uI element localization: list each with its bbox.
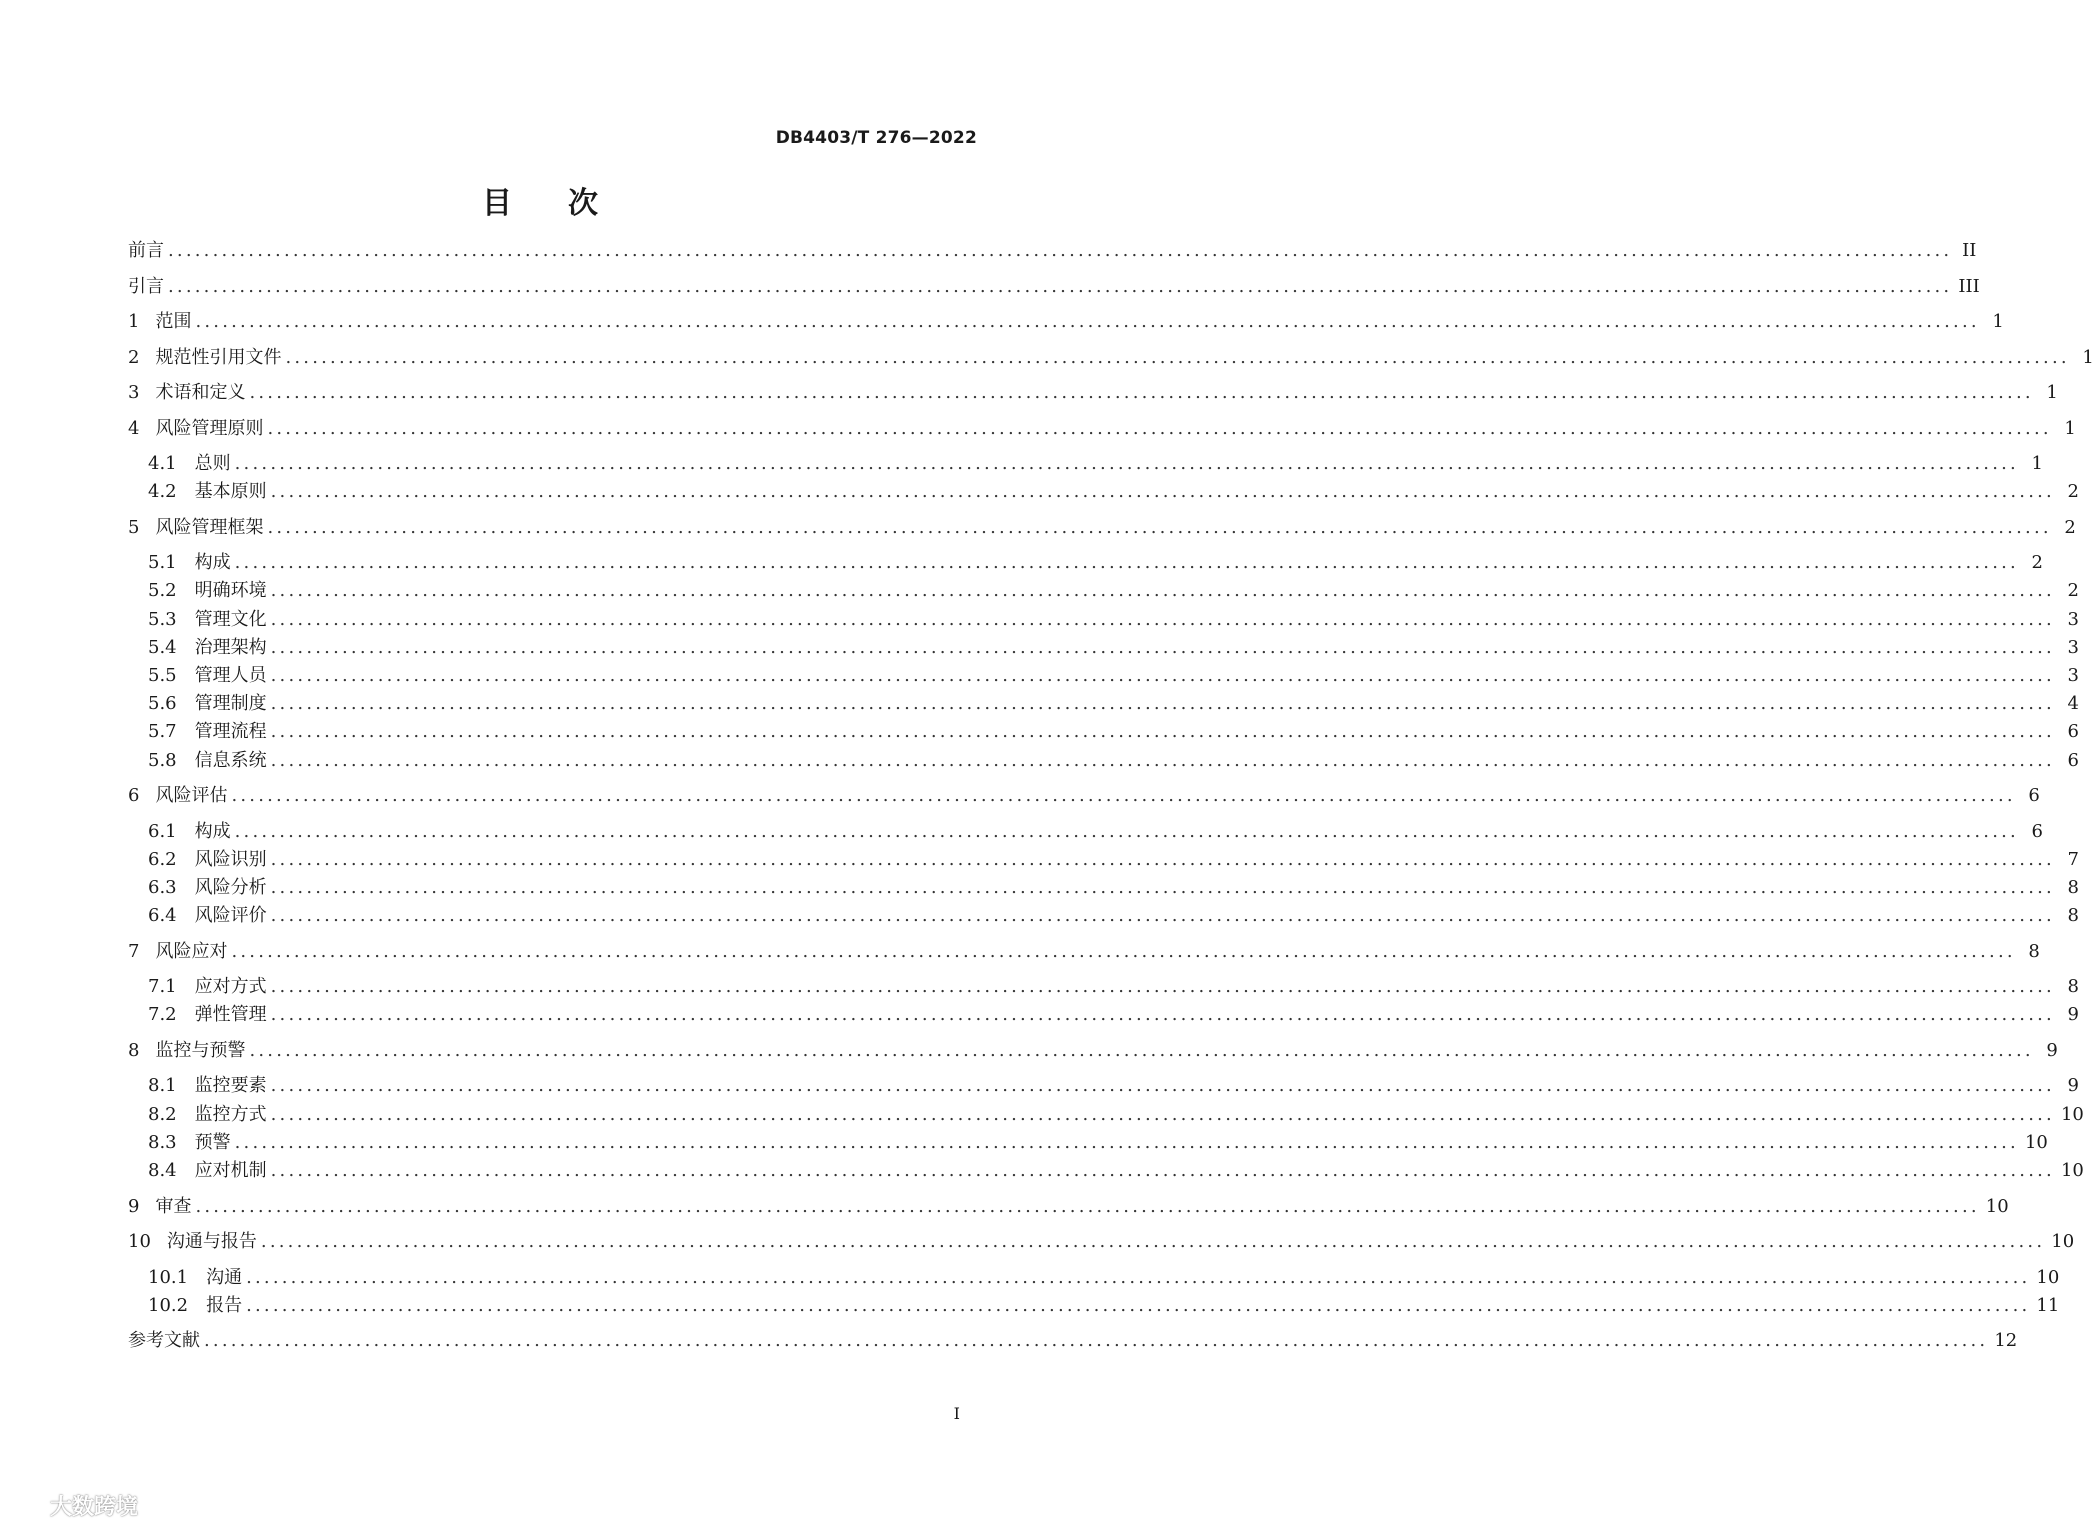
toc-entry-label: 预警 [194,1132,231,1153]
toc-entry[interactable] [148,690,2079,718]
watermark [10,1490,138,1521]
toc-entry-label: 风险管理框架 [155,517,264,538]
toc-leader-dots: ........................................................................................................................................................................................................ [260,1231,2046,1252]
toc-entry[interactable] [148,450,2043,478]
toc-entry-number: 6 [128,785,140,806]
toc-entry[interactable] [128,938,2040,966]
toc-entry[interactable] [128,308,2004,336]
toc-entry[interactable] [148,718,2079,746]
toc-entry[interactable] [148,1072,2079,1100]
toc-entry-number: 5 [128,517,140,538]
toc-entry-label: 明确环境 [194,580,267,601]
toc-entry[interactable] [148,549,2043,577]
toc-entry-number: 4 [128,418,140,439]
toc-entry-number: 1 [128,311,140,332]
toc-entry-label: 监控要素 [194,1075,267,1096]
toc-leader-dots: ........................................................................................................................................................................................................ [270,1004,2055,1025]
toc-entry-number: 9 [128,1196,140,1217]
toc-entry-number: 2 [128,347,140,368]
toc-entry-number: 10 [128,1231,151,1252]
toc-entry[interactable] [148,478,2079,506]
toc-entry-label: 前言 [128,240,164,261]
brand-logo-icon [10,1496,44,1516]
toc-entry[interactable] [148,747,2079,775]
toc-entry-page: 2 [2067,580,2079,601]
toc-entry[interactable] [128,782,2040,810]
toc-entry-page: 2 [2067,481,2079,502]
toc-entry[interactable] [148,1129,2048,1157]
toc-entry-label: 风险管理原则 [155,418,264,439]
toc-leader-dots: ........................................................................................................................................................................................................ [168,276,1953,297]
toc-entry-number: 3 [128,382,140,403]
toc-entry-label: 风险应对 [155,941,228,962]
toc-entry-number: 8.1 [148,1075,177,1096]
toc-leader-dots: ........................................................................................................................................................................................................ [267,418,2052,439]
toc-leader-dots: ........................................................................................................................................................................................................ [270,481,2055,502]
toc-leader-dots: ........................................................................................................................................................................................................ [234,453,2019,474]
toc-entry-page: 7 [2067,849,2079,870]
toc-entry-number: 6.4 [148,905,177,926]
toc-entry-label: 构成 [194,552,231,573]
toc-entry-page: 3 [2067,665,2079,686]
toc-entry[interactable] [148,577,2079,605]
toc-entry-number: 10.1 [148,1267,189,1288]
toc-entry-page: 3 [2067,637,2079,658]
toc-entry-page: 2 [2064,517,2076,538]
toc-entry-number: 5.1 [148,552,177,573]
toc-leader-dots: ........................................................................................................................................................................................................ [246,1267,2031,1288]
standard-code: DB4403/T 276—2022 [775,128,977,148]
toc-entry-label: 治理架构 [194,637,267,658]
toc-entry[interactable] [148,902,2079,930]
toc-entry-page: 10 [2051,1231,2075,1252]
toc-entry[interactable] [128,344,2094,372]
toc-entry-page: 8 [2067,905,2079,926]
toc-entry-page: 10 [1985,1196,2009,1217]
toc-entry-number: 5.2 [148,580,177,601]
toc-leader-dots: ........................................................................................................................................................................................................ [270,637,2055,658]
toc-entry-page: 3 [2067,609,2079,630]
toc-entry-number: 4.1 [148,453,177,474]
toc-entry[interactable] [148,973,2079,1001]
toc-entry[interactable] [148,1292,2060,1320]
toc-leader-dots: ........................................................................................................................................................................................................ [204,1330,1989,1351]
toc-entry-number: 5.8 [148,750,177,771]
toc-entry-page: 1 [1992,311,2004,332]
toc-entry-label: 基本原则 [194,481,267,502]
toc-entry-page: 10 [2024,1132,2048,1153]
toc-entry[interactable] [128,379,2058,407]
watermark-text: 大数跨境 [50,1495,139,1520]
toc-entry-page: 6 [2031,821,2043,842]
toc-entry[interactable] [148,1157,2084,1185]
toc-entry-label: 范围 [155,311,192,332]
toc-entry-page: 6 [2067,721,2079,742]
toc-leader-dots: ........................................................................................................................................................................................................ [270,580,2055,601]
toc-entry-label: 风险识别 [194,849,267,870]
toc-entry-page: II [1962,240,1977,261]
toc-entry-page: 8 [2067,976,2079,997]
toc-entry-number: 6.2 [148,849,177,870]
toc-entry-label: 沟通与报告 [166,1231,257,1252]
toc-entry-page: 10 [2036,1267,2060,1288]
toc-entry[interactable] [128,273,1980,301]
toc-leader-dots: ........................................................................................................................................................................................................ [270,976,2055,997]
toc-entry-label: 管理流程 [194,721,267,742]
toc-entry-label: 弹性管理 [194,1004,267,1025]
toc-entry-number: 5.6 [148,693,177,714]
toc-entry-number: 8.2 [148,1104,177,1125]
toc-entry-page: 10 [2060,1160,2084,1181]
toc-leader-dots: ........................................................................................................................................................................................................ [231,941,2016,962]
toc-entry-number: 8.4 [148,1160,177,1181]
toc-entry-label: 应对机制 [194,1160,267,1181]
toc-entry-label: 报告 [206,1295,243,1316]
toc-entry-number: 6.3 [148,877,177,898]
toc-entry-page: 4 [2067,693,2079,714]
toc-entry-label: 构成 [194,821,231,842]
toc-entry[interactable] [128,1193,2009,1221]
toc-entry[interactable] [128,1327,2018,1355]
toc-entry[interactable] [148,846,2079,874]
toc-entry[interactable] [128,514,2076,542]
toc-leader-dots: ........................................................................................................................................................................................................ [270,877,2055,898]
toc-leader-dots: ........................................................................................................................................................................................................ [246,1295,2031,1316]
toc-entry-page: 2 [2031,552,2043,573]
toc-entry-number: 8.3 [148,1132,177,1153]
toc-entry-page: 1 [2046,382,2058,403]
toc-entry-page: 10 [2060,1104,2084,1125]
toc-leader-dots: ........................................................................................................................................................................................................ [270,693,2055,714]
toc-entry[interactable] [148,1264,2060,1292]
toc-leader-dots: ........................................................................................................................................................................................................ [270,849,2055,870]
toc-entry-label: 沟通 [206,1267,243,1288]
toc-entry-page: 11 [2036,1295,2060,1316]
toc-entry[interactable] [128,415,2076,443]
toc-entry-number: 7.1 [148,976,177,997]
toc-entry-label: 管理制度 [194,693,267,714]
page-number: I [953,1404,960,1423]
toc-leader-dots: ........................................................................................................................................................................................................ [234,552,2019,573]
toc-entry-label: 风险评估 [155,785,228,806]
toc-entry[interactable] [148,1001,2079,1029]
toc-entry-page: 6 [2067,750,2079,771]
toc-entry-page: III [1958,276,1980,297]
toc-entry-number: 7 [128,941,140,962]
toc-leader-dots: ........................................................................................................................................................................................................ [270,665,2055,686]
toc-entry-label: 应对方式 [194,976,267,997]
toc-entry-page: 1 [2064,418,2076,439]
toc-leader-dots: ........................................................................................................................................................................................................ [168,240,1953,261]
toc-entry-page: 8 [2067,877,2079,898]
toc-entry[interactable] [148,634,2079,662]
toc-entry-label: 监控方式 [194,1104,267,1125]
toc-leader-dots: ........................................................................................................................................................................................................ [195,311,1980,332]
toc-entry-page: 1 [2031,453,2043,474]
toc-leader-dots: ........................................................................................................................................................................................................ [270,609,2055,630]
toc-entry-page: 9 [2046,1040,2058,1061]
toc-entry-label: 监控与预警 [155,1040,246,1061]
toc-entry[interactable] [148,874,2079,902]
toc-entry-label: 风险分析 [194,877,267,898]
toc-leader-dots: ........................................................................................................................................................................................................ [270,750,2055,771]
toc-entry[interactable] [128,237,1977,265]
toc-leader-dots: ........................................................................................................................................................................................................ [270,1160,2055,1181]
toc-entry[interactable] [128,1037,2058,1065]
toc-leader-dots: ........................................................................................................................................................................................................ [270,1075,2055,1096]
toc-entry-page: 8 [2028,941,2040,962]
toc-entry-label: 管理人员 [194,665,267,686]
toc-leader-dots: ........................................................................................................................................................................................................ [285,347,2070,368]
toc-title: 目次 [482,186,654,221]
toc-entry-label: 术语和定义 [155,382,246,403]
toc-leader-dots: ........................................................................................................................................................................................................ [270,721,2055,742]
toc-leader-dots: ........................................................................................................................................................................................................ [270,1104,2055,1125]
toc-leader-dots: ........................................................................................................................................................................................................ [249,1040,2034,1061]
toc-entry-number: 5.5 [148,665,177,686]
toc-leader-dots: ........................................................................................................................................................................................................ [249,382,2034,403]
toc-leader-dots: ........................................................................................................................................................................................................ [234,821,2019,842]
toc-entry-number: 8 [128,1040,140,1061]
toc-leader-dots: ........................................................................................................................................................................................................ [195,1196,1980,1217]
toc-entry-number: 5.3 [148,609,177,630]
toc-entry-number: 4.2 [148,481,177,502]
toc-entry-page: 9 [2067,1004,2079,1025]
toc-leader-dots: ........................................................................................................................................................................................................ [234,1132,2019,1153]
toc-entry-label: 管理文化 [194,609,267,630]
toc-leader-dots: ........................................................................................................................................................................................................ [267,517,2052,538]
toc-entry[interactable] [128,1228,2075,1256]
toc-entry[interactable] [148,818,2043,846]
toc-leader-dots: ........................................................................................................................................................................................................ [270,905,2055,926]
toc-entry-label: 信息系统 [194,750,267,771]
toc-entry-number: 7.2 [148,1004,177,1025]
toc-entry-label: 审查 [155,1196,192,1217]
toc-entry-number: 6.1 [148,821,177,842]
toc-entry-label: 总则 [194,453,231,474]
toc-entry[interactable] [148,606,2079,634]
toc-entry-page: 1 [2082,347,2094,368]
toc-entry-label: 参考文献 [128,1330,200,1351]
toc-entry-number: 5.4 [148,637,177,658]
toc-entry-label: 风险评价 [194,905,267,926]
toc-entry[interactable] [148,1101,2084,1129]
toc-entry-label: 规范性引用文件 [155,347,282,368]
toc-entry-page: 9 [2067,1075,2079,1096]
toc-entry-page: 12 [1994,1330,2018,1351]
toc-entry[interactable] [148,662,2079,690]
toc-entry-number: 10.2 [148,1295,189,1316]
toc-entry-number: 5.7 [148,721,177,742]
toc-entry-label: 引言 [128,276,164,297]
toc-leader-dots: ........................................................................................................................................................................................................ [231,785,2016,806]
toc-entry-page: 6 [2028,785,2040,806]
